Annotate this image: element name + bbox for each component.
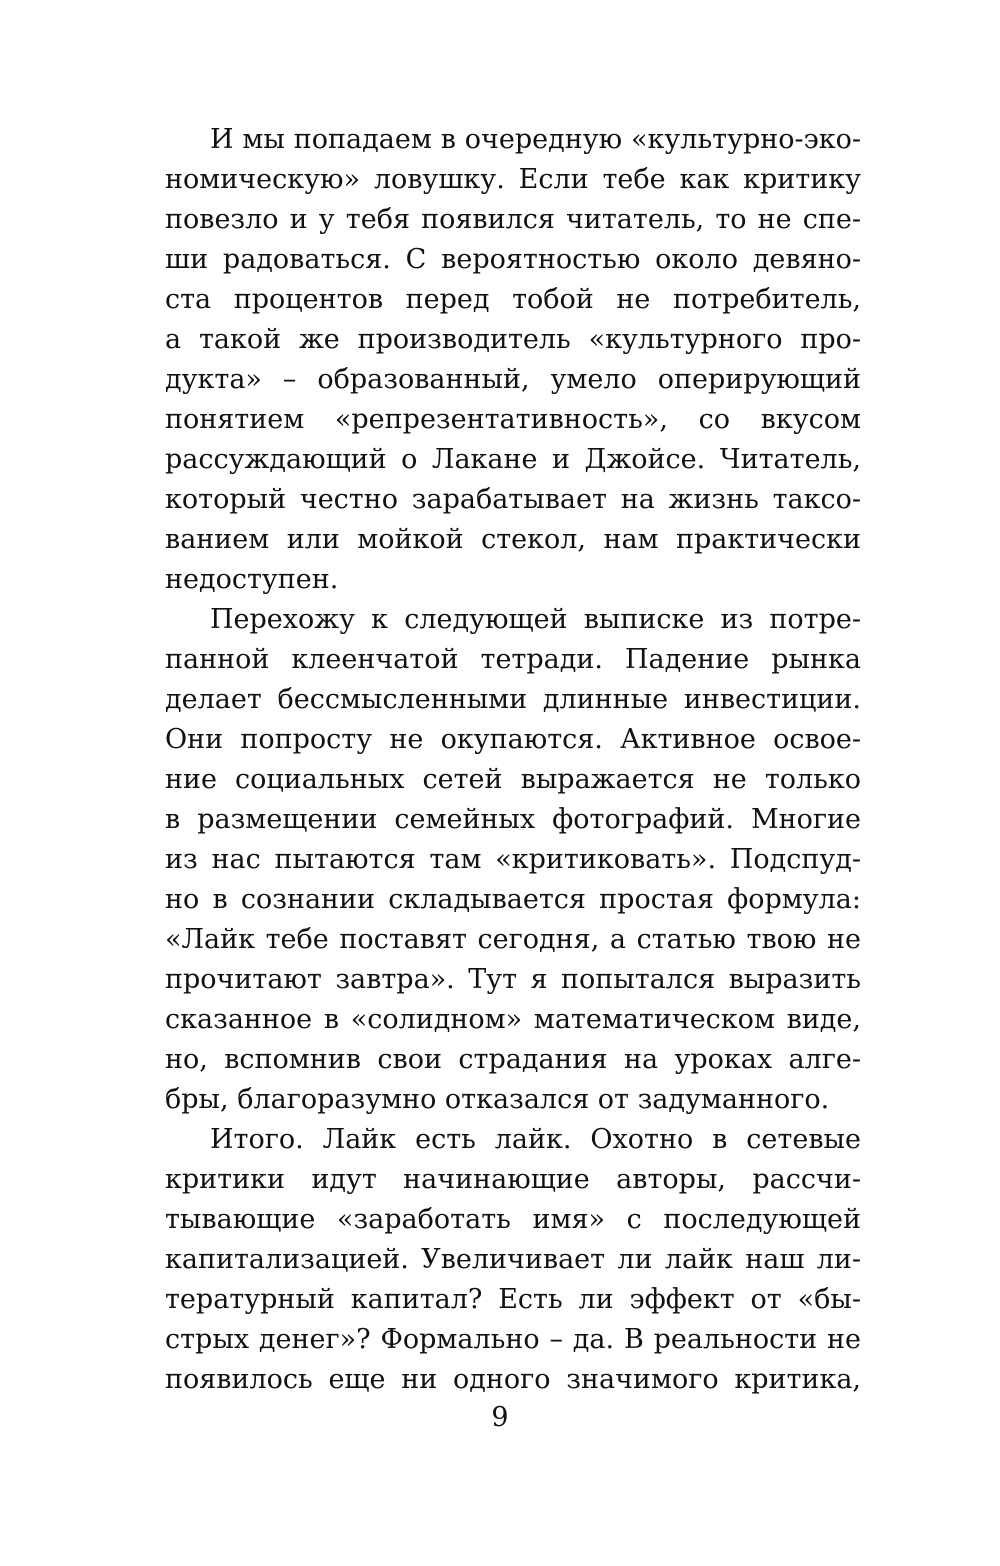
- text-line: Итого. Лайк есть лайк. Охотно в сетевые: [210, 1124, 861, 1155]
- text-line: недоступен.: [165, 564, 339, 595]
- text-line: капитализацией. Увеличивает ли лайк наш ли-: [165, 1244, 861, 1275]
- text-line: Они попросту не окупаются. Активное освое-: [165, 724, 861, 755]
- text-line: И мы попадаем в очередную «культурно-эко-: [210, 124, 861, 155]
- text-line: ванием или мойкой стекол, нам практически: [165, 524, 861, 555]
- text-line: повезло и у тебя появился читатель, то не спе-: [165, 204, 861, 235]
- body-text: [165, 120, 861, 1400]
- text-line: делает бессмысленными длинные инвестиции.: [165, 684, 861, 715]
- paragraph-3: [165, 1120, 861, 1400]
- text-line: Перехожу к следующей выписке из потре-: [210, 604, 861, 635]
- text-line: из нас пытаются там «критиковать». Подспуд-: [165, 844, 861, 875]
- text-line: критики идут начинающие авторы, рассчи-: [165, 1164, 861, 1195]
- text-line: в размещении семейных фотографий. Многие: [165, 804, 861, 835]
- text-line: который честно зарабатывает на жизнь таксо-: [165, 484, 861, 515]
- text-line: тературный капитал? Есть ли эффект от «бы-: [165, 1284, 861, 1315]
- text-line: ние социальных сетей выражается не только: [165, 764, 861, 795]
- text-line: но, вспомнив свои страдания на уроках алге-: [165, 1044, 861, 1075]
- text-line: бры, благоразумно отказался от задуманного.: [165, 1084, 830, 1115]
- text-line: тывающие «заработать имя» с последующей: [165, 1204, 861, 1235]
- text-line: номическую» ловушку. Если тебе как критику: [165, 164, 861, 195]
- paragraph-2: [165, 600, 861, 1120]
- text-line: прочитают завтра». Тут я попытался выразить: [165, 964, 861, 995]
- paragraph-1: [165, 120, 861, 600]
- text-line: но в сознании складывается простая формула:: [165, 884, 861, 915]
- text-line: рассуждающий о Лакане и Джойсе. Читатель,: [165, 444, 861, 475]
- text-line: панной клеенчатой тетради. Падение рынка: [165, 644, 861, 675]
- text-line: стрых денег»? Формально – да. В реальности не: [165, 1324, 861, 1355]
- text-line: дукта» – образованный, умело оперирующий: [165, 364, 861, 395]
- page-number: 9: [491, 1402, 509, 1433]
- text-line: а такой же производитель «культурного про-: [165, 324, 861, 355]
- text-line: ши радоваться. С вероятностью около девяно-: [165, 244, 861, 275]
- text-line: «Лайк тебе поставят сегодня, а статью твою не: [165, 924, 861, 955]
- text-line: понятием «репрезентативность», со вкусом: [165, 404, 861, 435]
- text-line: сказанное в «солидном» математическом виде,: [165, 1004, 861, 1035]
- text-line: появилось еще ни одного значимого критика,: [165, 1364, 861, 1395]
- text-line: ста процентов перед тобой не потребитель,: [165, 284, 861, 315]
